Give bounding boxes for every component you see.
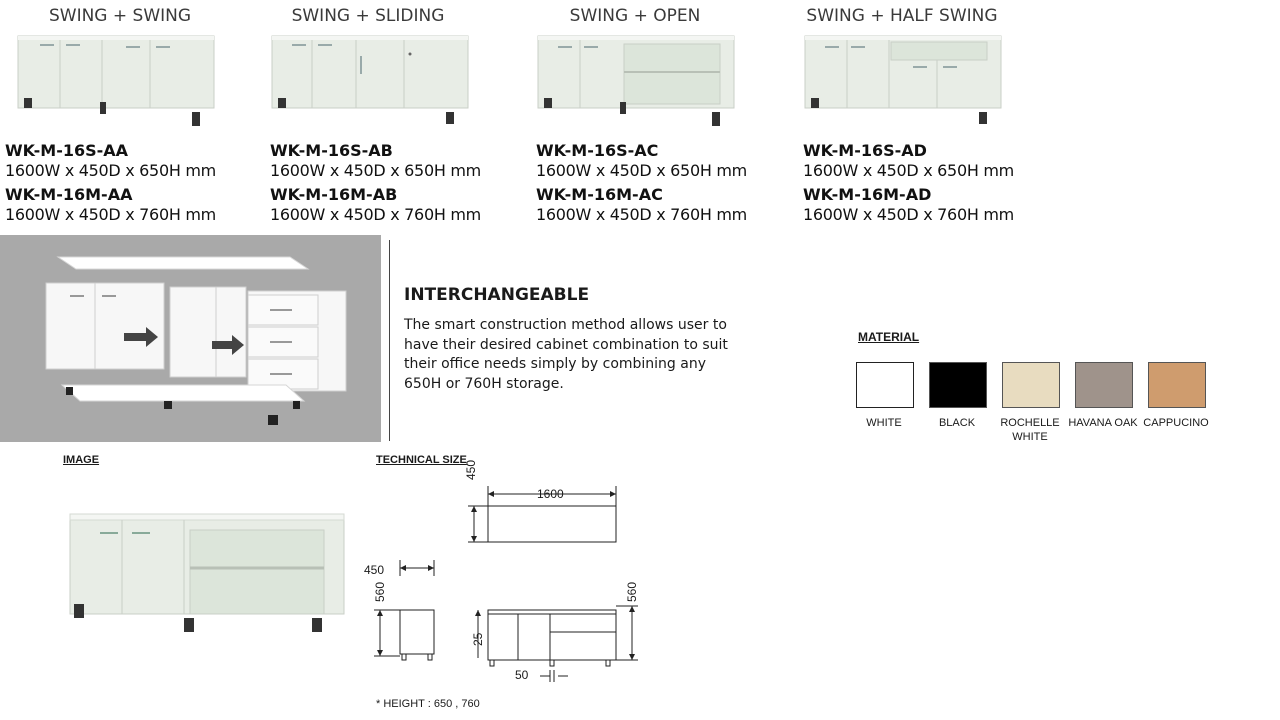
variant-dimensions: 1600W x 450D x 760H mm [270, 205, 481, 224]
variant-dimensions: 1600W x 450D x 650H mm [270, 161, 481, 180]
variant-code: WK-M-16S-AC [536, 141, 659, 160]
variant-code: WK-M-16M-AB [270, 185, 398, 204]
material-swatch-item [848, 362, 918, 430]
variant-dimensions: 1600W x 450D x 650H mm [5, 161, 216, 180]
side-height-label: 560 [373, 581, 387, 602]
material-heading: MATERIAL [858, 330, 920, 344]
material-swatch-label: BLACK [938, 417, 976, 429]
variant-code: WK-M-16S-AB [270, 141, 393, 160]
exploded-cabinet-illustration [0, 235, 381, 442]
front-height-label: 560 [625, 581, 639, 602]
top-depth-label: 450 [464, 459, 478, 480]
top-width-label: 1600 [537, 487, 564, 501]
material-swatch-item [921, 362, 991, 430]
variant-dimensions: 1600W x 450D x 650H mm [536, 161, 747, 180]
variant-title: SWING + SLIDING [291, 6, 445, 26]
swing-swing-cabinet-image [16, 32, 216, 132]
material-swatch [1148, 362, 1206, 408]
swing-sliding-cabinet-image [270, 32, 470, 132]
material-swatch-label: CAPPUCINO [1143, 417, 1209, 429]
variant-code: WK-M-16M-AD [803, 185, 932, 204]
image-heading: IMAGE [63, 454, 100, 466]
side-depth-label: 450 [364, 563, 385, 577]
variant-title: SWING + OPEN [569, 6, 701, 26]
front-view-drawing [466, 596, 646, 686]
material-swatch [1075, 362, 1133, 408]
technical-size-heading: TECHNICAL SIZE [376, 454, 467, 466]
variant-dimensions: 1600W x 450D x 760H mm [803, 205, 1014, 224]
variant-title: SWING + HALF SWING [806, 6, 998, 26]
product-image [66, 508, 350, 636]
swing-open-cabinet-image [536, 32, 736, 132]
material-swatch-item [994, 362, 1064, 444]
material-swatch-label: HAVANA OAK [1068, 417, 1138, 429]
material-swatch-label: ROCHELLE WHITE [1000, 417, 1060, 443]
height-note: * HEIGHT : 650 , 760 [376, 698, 480, 710]
front-side-label: 50 [515, 668, 529, 682]
material-swatch [1002, 362, 1060, 408]
variant-dimensions: 1600W x 450D x 650H mm [803, 161, 1014, 180]
variant-dimensions: 1600W x 450D x 760H mm [5, 205, 216, 224]
variant-dimensions: 1600W x 450D x 760H mm [536, 205, 747, 224]
variant-title: SWING + SWING [48, 6, 192, 26]
material-swatch-item [1067, 362, 1137, 430]
variant-code: WK-M-16S-AD [803, 141, 927, 160]
section-divider [389, 240, 390, 441]
variant-code: WK-M-16M-AA [5, 185, 133, 204]
interchangeable-title: INTERCHANGEABLE [404, 285, 590, 305]
material-swatch-label: WHITE [866, 417, 902, 429]
variant-code: WK-M-16S-AA [5, 141, 129, 160]
material-swatch [929, 362, 987, 408]
top-view-drawing [460, 470, 630, 550]
material-swatch-item [1140, 362, 1210, 430]
front-leg-label: 25 [471, 632, 485, 646]
material-swatch [856, 362, 914, 408]
interchangeable-description: The smart construction method allows user to have their desired cabinet combination to suit their office needs simply by combining any 650H or 760H storage. [404, 317, 728, 392]
variant-code: WK-M-16M-AC [536, 185, 663, 204]
swing-half-swing-cabinet-image [803, 32, 1003, 132]
